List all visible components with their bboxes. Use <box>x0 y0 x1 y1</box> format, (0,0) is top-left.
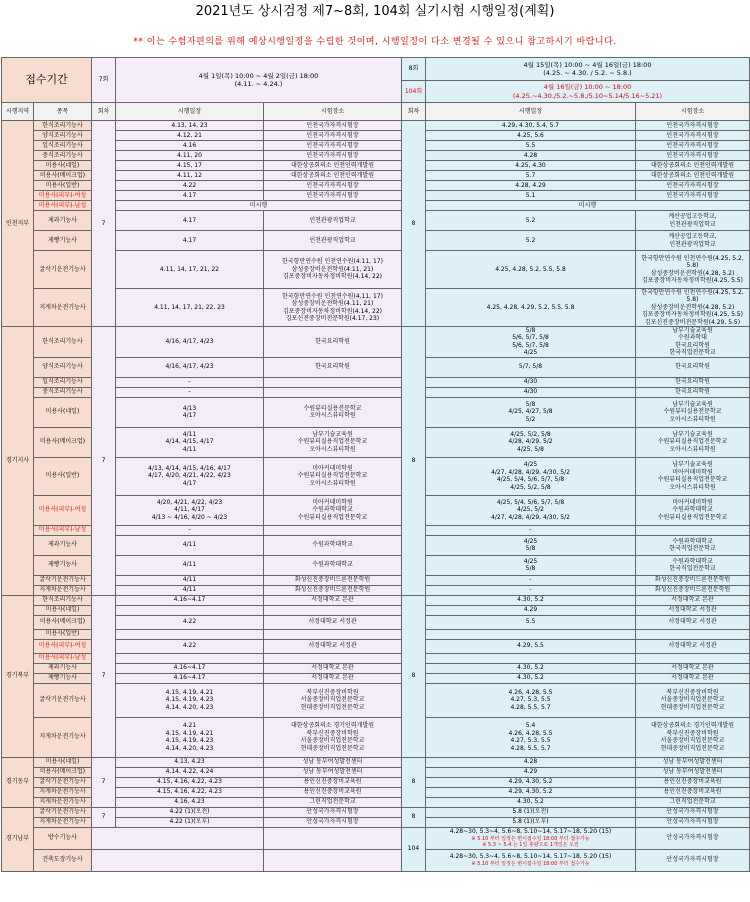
dates-session-8: 5/8 4/25, 4/27, 5/8 5/2 <box>426 397 636 427</box>
venue-session-7: 한국항만연수원 인천연수원(4.11, 17) 삼성중장비운전학원(4.11, 21) 김포중장비자동차정비학원(4.14, 22) 김포신진중장비전문학원(4.17, 23) <box>264 289 402 327</box>
dates-session-7: 4.12, 21 <box>116 131 264 141</box>
job-name: 미용사(메이크업) <box>34 615 92 629</box>
venue-session-7: 한국요리학원 <box>264 327 402 358</box>
dates-session-7: 4.14, 4.22, 4.24 <box>116 767 264 777</box>
job-name: 굴삭기운전기능사 <box>34 683 92 717</box>
venue-session-7 <box>264 605 402 615</box>
session-7: 7 <box>92 121 116 327</box>
dates-session-7: 4/11 <box>116 535 264 555</box>
venue-session-7 <box>264 653 402 663</box>
reception-period-7: 4월 1일(목) 10:00 ~ 4월 2일(금) 18:00 (4.11. ~ 4.24.) <box>116 58 402 103</box>
venue-session-8: 성남 동부여성발전센터 <box>636 757 750 767</box>
venue-session-7: 인천국가자격시험장 <box>264 141 402 151</box>
venue-session-8: 화성신진중장비드론전문학원 <box>636 575 750 585</box>
venue-session-7: 용인신진중장비교육원 <box>264 787 402 797</box>
dates-session-8 <box>426 653 636 663</box>
venue-session-7: 서정대학교 본관 <box>264 595 402 605</box>
dates-session-7: 4.16~4.17 <box>116 595 264 605</box>
job-name: 제빵기능사 <box>34 555 92 575</box>
dates-session-8: 4/25 4/27, 4/28, 4/29, 4/30, 5/2 4/25, 5/4, 5/6, 5/7, 5/8 4/25, 5/2, 5/8 <box>426 457 636 495</box>
job-name: 건축도장기능사 <box>34 849 92 871</box>
header-venue-b: 시험장소 <box>636 103 750 121</box>
table-row <box>2 849 750 871</box>
session-8: 8 <box>402 327 426 596</box>
dates-session-7: 4/20, 4/21, 4/22, 4/23 4/11, 4/17 4/13 ~ 4/16, 4/20 ~ 4/23 <box>116 495 264 525</box>
session-7: 7 <box>92 757 116 807</box>
session-7: 7 <box>92 595 116 757</box>
job-name: 미용사(메이크업) <box>34 171 92 181</box>
region-incheon: 인천지부 <box>2 121 34 327</box>
session-7: 7 <box>92 327 116 596</box>
venue-session-8: 인천국가자격시험장 <box>636 131 750 141</box>
job-name: 일식조리기능사 <box>34 377 92 387</box>
not-held-note: 미시행 <box>116 201 402 211</box>
session-8: 8 <box>402 807 426 827</box>
dates-session-8: 5.1 <box>426 191 636 201</box>
dates-session-7: 4.15, 17 <box>116 161 264 171</box>
dates-session-8: - <box>426 585 636 595</box>
dates-session-8: 4.25, 5.6 <box>426 131 636 141</box>
venue-session-8: 한국항만연수원 인천연수원(4.25, 5.2, 5.8) 삼성중장비운전학원(4.28, 5.2) 김포중장비자동차정비학원(4.25, 5.5) <box>636 251 750 289</box>
dates-session-7 <box>116 605 264 615</box>
dates-session-8 <box>426 629 636 639</box>
dates-session-7: - <box>116 525 264 535</box>
job-name: 굴삭기운전기능사 <box>34 251 92 289</box>
job-name: 미용사(일반) <box>34 629 92 639</box>
venue-session-7 <box>264 849 402 871</box>
job-name: 제과기능사 <box>34 211 92 231</box>
table-row <box>2 121 750 131</box>
dates-session-7: 4.11, 12 <box>116 171 264 181</box>
dates-session-8: 5.5 <box>426 141 636 151</box>
venue-session-7: 인천국가자격시험장 <box>264 181 402 191</box>
page-title: 2021년도 상시검정 제7~8회, 104회 실기시험 시행일정(계획) <box>195 4 555 19</box>
dates-session-7 <box>92 827 264 849</box>
reception-session-104: 104회 <box>402 81 426 103</box>
job-name: 제과기능사 <box>34 535 92 555</box>
dates-session-7: 4.11, 14, 17, 21, 22 <box>116 251 264 289</box>
header-session-b: 회차 <box>402 103 426 121</box>
job-name: 지게차운전기능사 <box>34 289 92 327</box>
region-south: 경기남부 <box>2 807 34 871</box>
dates-session-7: 4.15, 4.16, 4.22, 4.23 <box>116 777 264 787</box>
dates-session-7: 4.11, 20 <box>116 151 264 161</box>
session-8: 8 <box>402 757 426 807</box>
venue-session-8: 대한상공회의소 인천인력개발원 <box>636 161 750 171</box>
job-name: 양식조리기능사 <box>34 131 92 141</box>
job-name: 지게차운전기능사 <box>34 797 92 807</box>
dates-session-8: - <box>426 525 636 535</box>
dates-session-104 <box>426 827 636 849</box>
dates-session-7: 4.15, 4.19, 4.21 4.15, 4.19, 4.23 4.14, 4.20, 4.23 <box>116 683 264 717</box>
venue-session-7: 남부기술교육원 수원뷰티실용직업전문학교 오아시스뷰티학원 <box>264 427 402 457</box>
header-venue: 시험장소 <box>264 103 402 121</box>
dates-session-8: 4.29, 4.30, 5.4, 5.7 <box>426 121 636 131</box>
job-name: 미용사(피부)-여성 <box>34 495 92 525</box>
venue-session-8: 서정대학교 본관 <box>636 673 750 683</box>
job-name: 미용사(피부)-여성 <box>34 639 92 653</box>
dates-session-7: 4.11, 14, 17, 21, 22, 23 <box>116 289 264 327</box>
venue-session-7: 용인신진중장비교육원 <box>264 777 402 787</box>
dates-session-7: 4.22 <box>116 615 264 629</box>
table-row <box>2 327 750 358</box>
venue-session-8: 서정대학교 서정관 <box>636 605 750 615</box>
job-name: 굴삭기운전기능사 <box>34 575 92 585</box>
venue-session-8: 인천국가자격시험장 <box>636 151 750 161</box>
venue-session-8: 계산공업고등학교, 인천관광직업학교 <box>636 231 750 251</box>
dates-session-8: 5/7, 5/8 <box>426 357 636 377</box>
venue-session-7: 북부신진중장비학원 서울중장비직업전문학교 현대중장비직업전문학교 <box>264 683 402 717</box>
venue-session-8: 용인신진중장비교육원 <box>636 787 750 797</box>
dates-session-7: 4/11 <box>116 575 264 585</box>
venue-session-7: 서정대학교 서정관 <box>264 615 402 629</box>
venue-session-7 <box>264 827 402 849</box>
dates-session-7: 4.13, 14, 23 <box>116 121 264 131</box>
venue-session-8 <box>636 653 750 663</box>
job-name: 미용사(일반) <box>34 181 92 191</box>
job-name: 제과기능사 <box>34 663 92 673</box>
venue-session-8: 북부신진중장비학원 서울중장비직업전문학교 현대중장비직업전문학교 <box>636 683 750 717</box>
venue-session-8: 수원과학대학교 한국직업전문학교 <box>636 535 750 555</box>
dates-session-8: 4.25, 4.28, 5.2, 5.5, 5.8 <box>426 251 636 289</box>
venue-session-8: 인천국가자격시험장 <box>636 181 750 191</box>
schedule-table <box>1 57 750 872</box>
job-name: 미용사(네일) <box>34 605 92 615</box>
venue-session-7: 그린직업전문학교 <box>264 797 402 807</box>
not-held-note: 미시행 <box>426 201 750 211</box>
dates-text: 4.28~30, 5.3~4, 5.6~8, 5.10~14, 5.17~18, 5.20 (15) <box>449 853 612 861</box>
venue-session-8: 서정대학교 본관 <box>636 595 750 605</box>
header-job: 종목 <box>34 103 92 121</box>
dates-session-8: 4.25, 4.28, 4.29, 5.2, 5.5, 5.8 <box>426 289 636 327</box>
header-dates: 시행일정 <box>116 103 264 121</box>
job-name: 방수기능사 <box>34 827 92 849</box>
venue-session-8: 인천국가자격시험장 <box>636 121 750 131</box>
region-east: 경기동부 <box>2 757 34 807</box>
job-name: 지게차운전기능사 <box>34 817 92 827</box>
dates-session-8: 5.7 <box>426 171 636 181</box>
dates-session-7: 4/16, 4/17, 4/23 <box>116 327 264 358</box>
venue-session-7: 한국요리학원 <box>264 357 402 377</box>
venue-session-7: 성남 동부여성발전센터 <box>264 757 402 767</box>
venue-session-8: 그린직업전문학교 <box>636 797 750 807</box>
region-gyeonggi: 경기지사 <box>2 327 34 596</box>
dates-text: 4.28~30, 5.3~4, 5.6~8, 5.10~14, 5.17~18, 5.20 (15) <box>449 828 612 836</box>
venue-session-8: 대한상공회의소 인천인력개발원 <box>636 171 750 181</box>
dates-session-7 <box>92 849 264 871</box>
venue-session-8: 서정대학교 서정관 <box>636 639 750 653</box>
job-name: 미용사(메이크업) <box>34 427 92 457</box>
venue-session-8: 남부기술교육원 수원과학대 한국요리학원 한국직업전문학교 <box>636 327 750 358</box>
dates-session-7: 4.16 <box>116 141 264 151</box>
job-name: 제빵기능사 <box>34 673 92 683</box>
header-row <box>2 103 750 121</box>
venue-session-7: 인천관광직업학교 <box>264 211 402 231</box>
reception-row <box>2 58 750 81</box>
dates-session-7: 4.22 (1)(오전) <box>116 807 264 817</box>
header-region: 시행지역 <box>2 103 34 121</box>
header-session: 회차 <box>92 103 116 121</box>
dates-session-8: 4.29, 4.30, 5.2 <box>426 777 636 787</box>
job-name: 지게차운전기능사 <box>34 585 92 595</box>
venue-session-7 <box>264 377 402 387</box>
dates-session-8: 4/25 5/8 <box>426 555 636 575</box>
venue-session-8: 계산공업고등학교, 인천관광직업학교 <box>636 211 750 231</box>
job-name: 미용사(메이크업) <box>34 767 92 777</box>
job-name: 미용사(피부)-남성 <box>34 653 92 663</box>
venue-session-7: 인천국가자격시험장 <box>264 121 402 131</box>
dates-session-7: 4.22 (1)(오후) <box>116 817 264 827</box>
venue-session-8: 미아커데미학원 수원과학대학교 수원뷰티실용직업전문학교 <box>636 495 750 525</box>
dates-session-8: 5.2 <box>426 231 636 251</box>
dates-session-7: 4/11 4/14, 4/15, 4/17 4/11 <box>116 427 264 457</box>
dates-session-8: 4.30, 5.2 <box>426 663 636 673</box>
venue-session-7 <box>264 387 402 397</box>
venue-session-7: 서정대학교 서정관 <box>264 639 402 653</box>
reception-period-8: 4월 15일(목) 10:00 ~ 4월 16일(금) 18:00 (4.25. ~ 4.30. / 5.2. ~ 5.8.) <box>426 58 750 81</box>
dates-session-7 <box>116 653 264 663</box>
dates-session-8: 5.5 <box>426 615 636 629</box>
venue-session-7: 미아커데미학원 수원과학대학교 수원뷰티실용직업전문학교 <box>264 495 402 525</box>
dates-remark: ※ 5.10 부터 일정은 변시접수일 18:00 부터 접수가능 <box>471 860 590 867</box>
reception-period-104: 4월 16일(금) 10:00 ~ 18:00 (4.25.~4.30./5.2.~5.8./5.10~5.14/5.16~5.21) <box>426 81 750 103</box>
venue-session-8: 남부기술교육원 미아커데미학원 수원뷰티실용직업전문학교 오아시스뷰티학원 <box>636 457 750 495</box>
dates-session-8: 4/30 <box>426 387 636 397</box>
venue-session-8: 한국항만연수원 인천연수원(4.25, 5.2, 5.8) 삼성중장비운전학원(4.28, 5.2) 김포중장비자동차정비학원(4.25, 5.5) 김포신진중장비전문학원(4.29, 5.5) <box>636 289 750 327</box>
session-8: 8 <box>402 121 426 327</box>
job-name: 미용사(일반) <box>34 457 92 495</box>
dates-session-8: 4.26, 4.28, 5.5 4.27, 5.3, 5.5 4.28, 5.5, 5.7 <box>426 683 636 717</box>
venue-session-8 <box>636 629 750 639</box>
reception-session-8: 8회 <box>402 58 426 81</box>
dates-session-7: - <box>116 387 264 397</box>
table-row <box>2 807 750 817</box>
dates-session-8: 4.29, 5.5 <box>426 639 636 653</box>
dates-session-7: 4.22 <box>116 181 264 191</box>
venue-session-7: 대한상공회의소 경기인력개발원 북부신진중장비학원 서울중장비직업전문학교 현대중장비직업전문학교 <box>264 717 402 757</box>
reception-label: 접수기간 <box>2 58 92 103</box>
job-name: 미용사(피부)-여성 <box>34 191 92 201</box>
dates-session-8: 5.8 (1)(오후) <box>426 817 636 827</box>
dates-session-8: 4.30, 5.2 <box>426 673 636 683</box>
job-name: 지게차운전기능사 <box>34 717 92 757</box>
region-north: 경기북부 <box>2 595 34 757</box>
venue-session-7: 화성신진중장비드론전문학원 <box>264 585 402 595</box>
reception-session-7: 7회 <box>92 58 116 103</box>
venue-session-8: 인천국가자격시험장 <box>636 191 750 201</box>
dates-session-104 <box>426 849 636 871</box>
job-name: 미용사(네일) <box>34 757 92 767</box>
dates-session-7: 4.16~4.17 <box>116 673 264 683</box>
dates-session-8: 4.28 <box>426 151 636 161</box>
dates-session-7: 4.22 <box>116 639 264 653</box>
dates-session-8: 4/25 5/8 <box>426 535 636 555</box>
dates-session-7: 4.15, 4.16, 4.22, 4.23 <box>116 787 264 797</box>
dates-session-8: 4.25, 4.30 <box>426 161 636 171</box>
venue-session-7: 수원과학대학교 <box>264 535 402 555</box>
job-name: 미용사(네일) <box>34 161 92 171</box>
dates-session-8: 5.8 (1)(오전) <box>426 807 636 817</box>
dates-session-8: 5/8 5/6, 5/7, 5/8 5/6, 5/7, 5/8 4/25 <box>426 327 636 358</box>
venue-session-7 <box>264 525 402 535</box>
job-name: 제빵기능사 <box>34 231 92 251</box>
venue-session-7: 한국항만연수원 인천연수원(4.11, 17) 삼성중장비운전학원(4.11, 21) 김포중장비자동차정비학원(4.14, 22) <box>264 251 402 289</box>
dates-session-8: 4.29 <box>426 767 636 777</box>
job-name: 한식조리기능사 <box>34 595 92 605</box>
session-8: 8 <box>402 595 426 757</box>
venue-session-8: 서정대학교 본관 <box>636 663 750 673</box>
venue-session-7: 수원과학대학교 <box>264 555 402 575</box>
table-row <box>2 827 750 849</box>
session-104: 104 <box>402 827 426 871</box>
job-name: 한식조리기능사 <box>34 327 92 358</box>
venue-session-7: 안성국가자격시험장 <box>264 817 402 827</box>
job-name: 한식조리기능사 <box>34 121 92 131</box>
venue-session-7: 대한상공회의소 인천인력개발원 <box>264 171 402 181</box>
venue-session-7: 안성국가자격시험장 <box>264 807 402 817</box>
dates-session-7: 4.17 <box>116 211 264 231</box>
dates-session-7: 4/16, 4/17, 4/23 <box>116 357 264 377</box>
dates-remark: ※ 5.10 부터 일정은 변시접수일 18:00 부터 접수가능 ※ 5.3 ~ 5.4 는 1일 총량으로 1개일은 오전 <box>471 835 590 848</box>
dates-session-7: 4.21 4.15, 4.19, 4.21 4.15, 4.19, 4.23 4.14, 4.20, 4.23 <box>116 717 264 757</box>
dates-session-8: 5.4 4.26, 4.28, 5.5 4.27, 5.3, 5.5 4.28, 5.5, 5.7 <box>426 717 636 757</box>
dates-session-7: 4/13, 4/14, 4/15, 4/16, 4/17 4/17, 4/20, 4/21, 4/22, 4/23 4/17 <box>116 457 264 495</box>
dates-session-8: 4.28, 4.29 <box>426 181 636 191</box>
venue-session-7: 인천국가자격시험장 <box>264 191 402 201</box>
job-name: 중식조리기능사 <box>34 151 92 161</box>
dates-session-7: 4/11 <box>116 585 264 595</box>
venue-session-8: 남부기술교육원 수원뷰티실용전문학교 오아시스뷰티학원 <box>636 397 750 427</box>
job-name: 일식조리기능사 <box>34 141 92 151</box>
venue-session-7: 인천국가자격시험장 <box>264 151 402 161</box>
venue-session-8: 안성국가자격시험장 <box>636 817 750 827</box>
dates-session-7: 4.13, 4.23 <box>116 757 264 767</box>
venue-session-7: 서정대학교 본관 <box>264 663 402 673</box>
dates-session-7: 4/11 <box>116 555 264 575</box>
dates-session-8: 5.2 <box>426 211 636 231</box>
dates-session-8: - <box>426 575 636 585</box>
venue-session-8: 수원과학대학교 한국직업전문학교 <box>636 555 750 575</box>
venue-session-7 <box>264 629 402 639</box>
dates-session-8: 4.29, 4.30, 5.2 <box>426 787 636 797</box>
venue-session-8: 안성국가자격시험장 <box>636 807 750 817</box>
schedule-notice: ** 이는 수험자편의를 위해 예상시행일정을 수립한 것이며, 시행일정이 다소 변경될 수 있으니 참고하시기 바랍니다. <box>133 37 617 47</box>
job-name: 굴삭기운전기능사 <box>34 807 92 817</box>
job-name: 지게차운전기능사 <box>34 787 92 797</box>
dates-session-7: 4.16, 4.23 <box>116 797 264 807</box>
table-row <box>2 757 750 767</box>
venue-session-8: 한국요리학원 <box>636 377 750 387</box>
venue-session-8: 남부기술교육원 수원뷰티실용직업전문학교 오아시스뷰티학원 <box>636 427 750 457</box>
venue-session-104: 안성국가자격시험장 <box>636 849 750 871</box>
job-name: 양식조리기능사 <box>34 357 92 377</box>
table-row <box>2 595 750 605</box>
job-name: 미용사(피부)-남성 <box>34 201 92 211</box>
job-name: 미용사(피부)-남성 <box>34 525 92 535</box>
dates-session-8: 4/30 <box>426 377 636 387</box>
dates-session-8: 4/25, 5/2, 5/8 4/28, 4/29, 5/2 4/25, 5/8 <box>426 427 636 457</box>
job-name: 미용사(네일) <box>34 397 92 427</box>
venue-session-8: 성남 동부여성발전센터 <box>636 767 750 777</box>
venue-session-7: 성남 동부여성발전센터 <box>264 767 402 777</box>
venue-session-8: 서정대학교 서정관 <box>636 615 750 629</box>
venue-session-7: 인천관광직업학교 <box>264 231 402 251</box>
dates-session-7: 4/13 4/17 <box>116 397 264 427</box>
venue-session-8: 용인신진중장비교육원 <box>636 777 750 787</box>
dates-session-7 <box>116 629 264 639</box>
venue-session-8: 화성신진중장비드론전문학원 <box>636 585 750 595</box>
job-name: 굴삭기운전기능사 <box>34 777 92 787</box>
dates-session-7: - <box>116 377 264 387</box>
session-7: 7 <box>92 807 116 827</box>
venue-session-7: 미아커데미학원 수원뷰티실용직업전문학교 오아시스뷰티학원 <box>264 457 402 495</box>
header-dates-b: 시행일정 <box>426 103 636 121</box>
venue-session-8: 한국요리학원 <box>636 357 750 377</box>
venue-session-8: 인천국가자격시험장 <box>636 141 750 151</box>
dates-session-7: 4.17 <box>116 231 264 251</box>
dates-session-8: 4.30, 5.2 <box>426 595 636 605</box>
venue-session-8: 대한상공회의소 경기인력개발원 북부신진중장비학원 서울중장비직업전문학교 현대중장비직업전문학교 <box>636 717 750 757</box>
dates-session-8: 4.30, 5.2 <box>426 797 636 807</box>
dates-session-7: 4.16~4.17 <box>116 663 264 673</box>
venue-session-7: 화성신진중장비드론전문학원 <box>264 575 402 585</box>
venue-session-7: 수원뷰티실용전문학교 오아시스뷰티학원 <box>264 397 402 427</box>
dates-session-8: 4/25, 5/4, 5/6, 5/7, 5/8 4/25, 5/2 4/27, 4/28, 4/29, 4/30, 5/2 <box>426 495 636 525</box>
venue-session-8: 한국요리학원 <box>636 387 750 397</box>
dates-session-8: 4.28 <box>426 757 636 767</box>
venue-session-7: 대한상공회의소 인천인력개발원 <box>264 161 402 171</box>
venue-session-104: 안성국가자격시험장 <box>636 827 750 849</box>
venue-session-7: 서정대학교 본관 <box>264 673 402 683</box>
venue-session-7: 인천국가자격시험장 <box>264 131 402 141</box>
dates-session-8: 4.29 <box>426 605 636 615</box>
venue-session-8 <box>636 525 750 535</box>
job-name: 중식조리기능사 <box>34 387 92 397</box>
dates-session-7: 4.17 <box>116 191 264 201</box>
